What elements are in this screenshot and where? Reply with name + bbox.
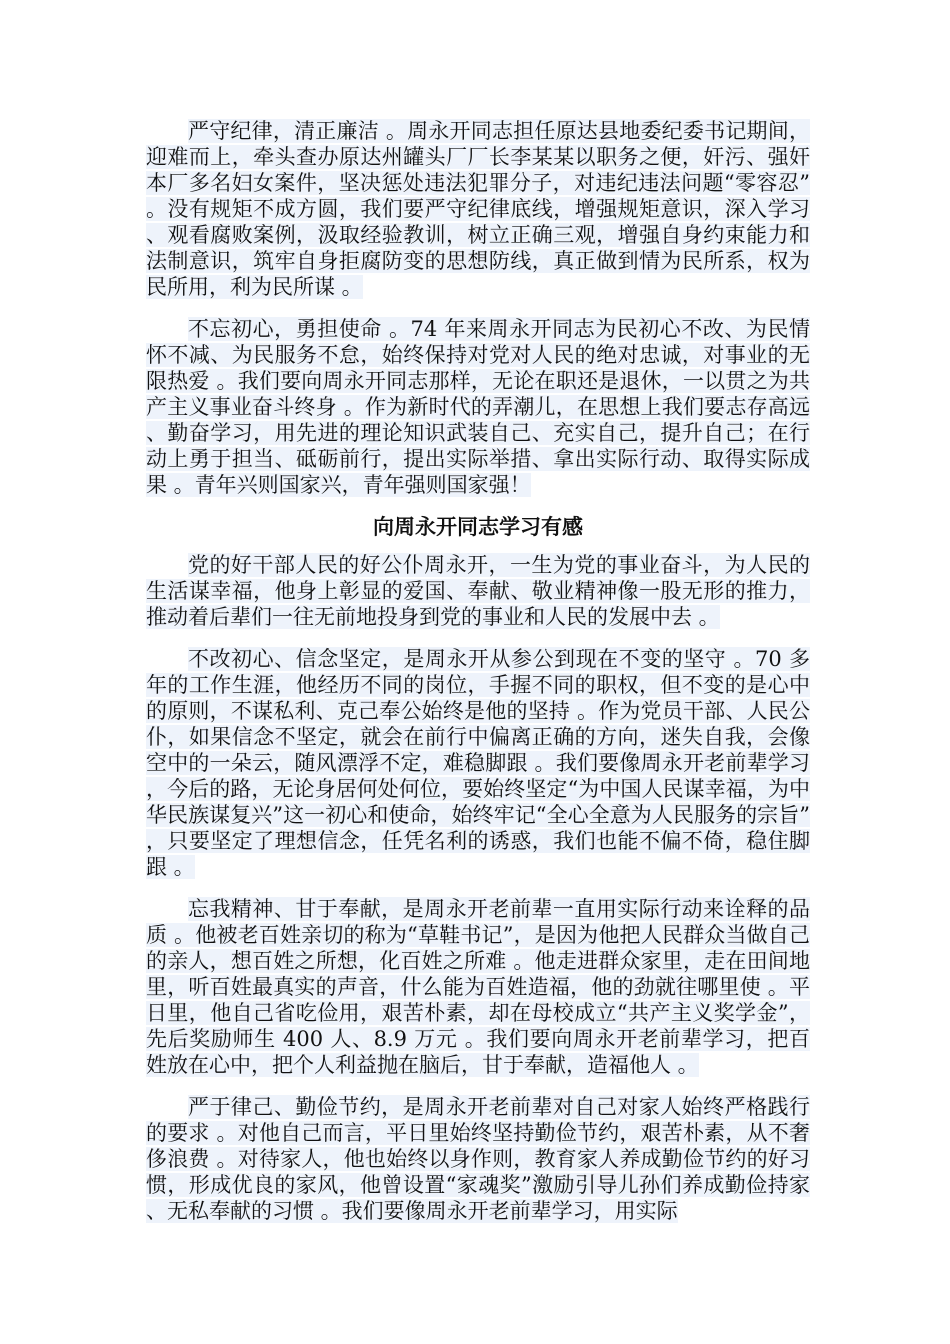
section-heading: 向周永开同志学习有感 xyxy=(373,514,583,539)
paragraph-firm-belief: 不改初心、信念坚定，是周永开从参公到现在不变的坚守 。70 多年的工作生涯，他经历不同的岗位，手握不同的职权，但不变的是心中的原则，不谋私利、克己奉公始终是他的坚持 。作为党员干部、人民公仆，如果信念不坚定，就会在前行中偏离正确的方向，迷失自我，会像空中的一朵云，随风漂浮不定，难稳脚跟 。我们要像周永开老前辈学习，今后的路，无论身居何处何位，要始终坚定“为中国人民谋幸福，为中华民族谋复兴”这一初心和使命，始终牢记“全心全意为人民服务的宗旨”，只要坚定了理想信念，任凭名利的诱惑，我们也能不偏不倚，稳住脚跟 。 xyxy=(146,647,810,879)
paragraph-dedication: 忘我精神、甘于奉献，是周永开老前辈一直用实际行动来诠释的品质 。他被老百姓亲切的称为“草鞋书记”，是因为他把人民群众当做自己的亲人，想百姓之所想，化百姓之所难 。他走进群众家里，走在田间地里，听百姓最真实的声音，什么能为百姓造福，他的劲就往哪里使 。平日里，他自己省吃俭用，艰苦朴素，却在母校成立“共产主义奖学金”，先后奖励师生 400 人、8.9 万元 。我们要向周永开老前辈学习，把百姓放在心中，把个人利益抛在脑后，甘于奉献，造福他人 。 xyxy=(146,897,810,1077)
paragraph-intro: 党的好干部人民的好公仆周永开，一生为党的事业奋斗，为人民的生活谋幸福，他身上彰显的爱国、奉献、敬业精神像一股无形的推力，推动着后辈们一往无前地投身到党的事业和人民的发展中去 。 xyxy=(146,553,810,629)
paragraph-original-aspiration: 不忘初心，勇担使命 。74 年来周永开同志为民初心不改、为民情怀不减、为民服务不怠，始终保持对党对人民的绝对忠诚，对事业的无限热爱 。我们要向周永开同志那样，无论在职还是退休，一以贯之为共产主义事业奋斗终身 。作为新时代的弄潮儿，在思想上我们要志存高远、勤奋学习，用先进的理论知识武装自己、充实自己，提升自己；在行动上勇于担当、砥砺前行，提出实际举措、拿出实际行动、取得实际成果 。青年兴则国家兴，青年强则国家强！ xyxy=(146,317,810,497)
paragraph-frugality: 严于律己、勤俭节约，是周永开老前辈对自己对家人始终严格践行的要求 。对他自己而言，平日里始终坚持勤俭节约，艰苦朴素，从不奢侈浪费 。对待家人，他也始终以身作则，教育家人养成勤俭节约的好习惯，形成优良的家风，他曾设置“家魂奖”激励引导儿孙们养成勤俭持家、无私奉献的习惯 。我们要像周永开老前辈学习，用实际 xyxy=(146,1095,810,1223)
paragraph-discipline: 严守纪律，清正廉洁 。周永开同志担任原达县地委纪委书记期间，迎难而上，牵头查办原达州罐头厂厂长李某某以职务之便，奸污、强奸本厂多名妇女案件，坚决惩处违法犯罪分子，对违纪违法问题“零容忍” 。没有规矩不成方圆，我们要严守纪律底线，增强规矩意识，深入学习、观看腐败案例，汲取经验教训，树立正确三观，增强自身约束能力和法制意识，筑牢自身拒腐防变的思想防线，真正做到情为民所系，权为民所用，利为民所谋 。 xyxy=(146,119,810,299)
document-body xyxy=(146,118,810,1240)
